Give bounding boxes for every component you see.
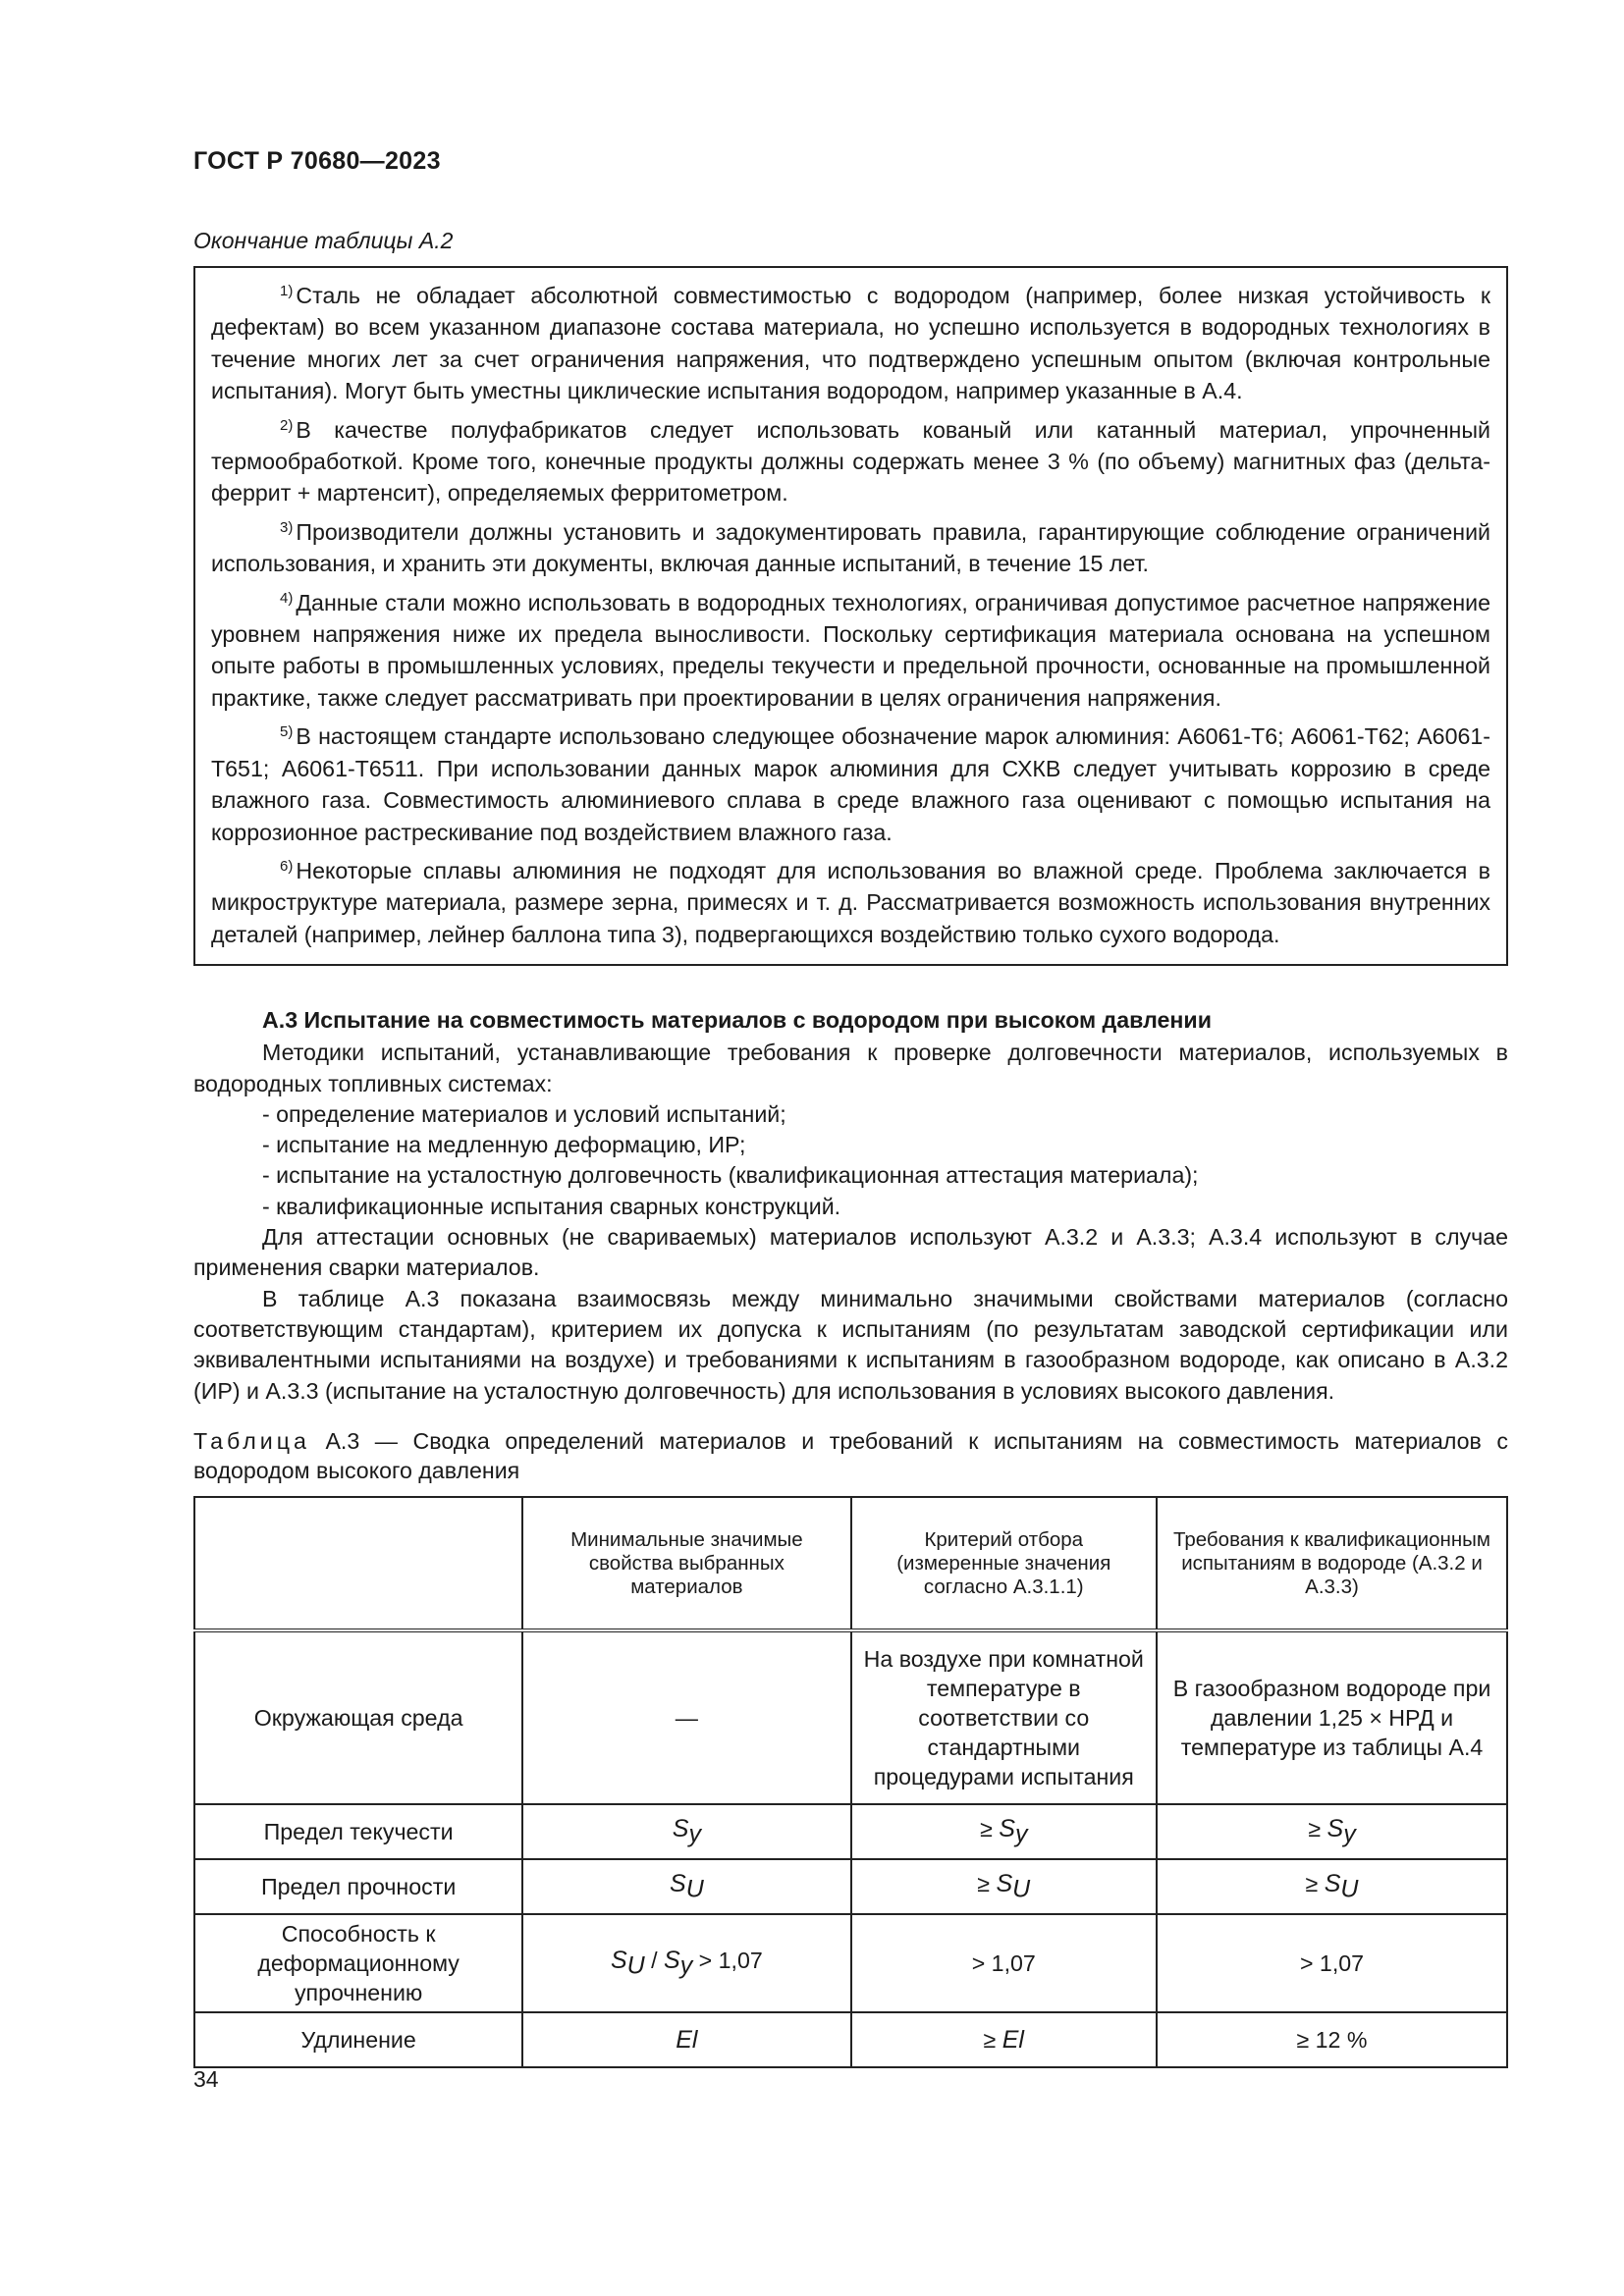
row-label: Способность к деформационному упрочнению bbox=[194, 1914, 522, 2012]
footnote-2 bbox=[211, 414, 1490, 509]
footnote-4 bbox=[211, 587, 1490, 715]
section-intro: Методики испытаний, устанавливающие требования к проверке долговечности материалов, используемых в водородных топливных системах: bbox=[193, 1040, 1508, 1096]
operator: ≥ bbox=[1305, 1871, 1325, 1897]
table-header-cell: Требования к квалификационным испытаниям в водороде (А.3.2 и А.3.3) bbox=[1157, 1497, 1507, 1630]
table-cell bbox=[522, 2012, 850, 2067]
symbol-subscript: y bbox=[679, 1951, 693, 1980]
table-cell: > 1,07 bbox=[851, 1914, 1158, 2012]
document-code: ГОСТ Р 70680—2023 bbox=[193, 147, 441, 175]
footnote-marker: 2) bbox=[280, 416, 294, 434]
footnote-6 bbox=[211, 855, 1490, 950]
table-header-cell: Минимальные значимые свойства выбранных материалов bbox=[522, 1497, 850, 1630]
symbol-subscript: y bbox=[688, 1820, 701, 1848]
operator: / bbox=[644, 1948, 665, 1974]
footnote-3 bbox=[211, 516, 1490, 580]
operator: ≥ bbox=[977, 1871, 997, 1897]
row-label: Удлинение bbox=[194, 2012, 522, 2067]
operator: ≥ bbox=[980, 1816, 1000, 1842]
symbol: S bbox=[996, 1870, 1013, 1898]
footnote-5 bbox=[211, 721, 1490, 848]
table-header-cell: Критерий отбора (измеренные значения согласно А.3.1.1) bbox=[851, 1497, 1158, 1630]
symbol: S bbox=[664, 1947, 680, 1975]
symbol: S bbox=[610, 1947, 627, 1975]
list-item: - определение материалов и условий испытаний; bbox=[262, 1100, 786, 1127]
list-item: - испытание на медленную деформацию, ИР; bbox=[262, 1132, 746, 1158]
row-label: Предел прочности bbox=[194, 1859, 522, 1914]
footnote-text: В качестве полуфабрикатов следует использовать кованый или катанный материал, упрочненный термообработкой. Кроме того, конечные продукты должны содержать менее 3 % (по объему) магнитных фаз (дельта-феррит + мартенсит), определяемых ферритометром. bbox=[211, 416, 1490, 507]
symbol-subscript: U bbox=[1012, 1875, 1031, 1903]
row-label: Окружающая среда bbox=[194, 1630, 522, 1804]
table-caption-text: А.3 — Сводка определений материалов и требований к испытаниям на совместимость материалов с водородом высокого давления bbox=[193, 1428, 1508, 1483]
table-cell: > 1,07 bbox=[1157, 1914, 1507, 2012]
section-heading: А.3 Испытание на совместимость материалов с водородом при высоком давлении bbox=[262, 1007, 1212, 1033]
symbol-subscript: y bbox=[1014, 1820, 1028, 1848]
operator: ≥ bbox=[983, 2027, 1002, 2053]
symbol: S bbox=[670, 1870, 686, 1898]
footnote-marker: 5) bbox=[280, 723, 294, 741]
section-paragraph: В таблице А.3 показана взаимосвязь между минимально значимыми свойствами материалов (согласно соответствующим стандартам), критерием их допуска к испытаниям (по результатам заводской сертификации или эквивалентными испытаниями на воздухе) и требованиями к испытаниям в газообразном водороде, как описано в А.3.2 (ИР) и А.3.3 (испытание на усталостную долговечность) для использования в условиях высокого давления. bbox=[193, 1285, 1508, 1404]
section-paragraph: Для аттестации основных (не свариваемых) материалов используют А.3.2 и А.3.3; А.3.4 используют в случае применения сварки материалов. bbox=[193, 1224, 1508, 1281]
table-cell bbox=[851, 1859, 1158, 1914]
table-row bbox=[194, 1630, 1507, 1804]
table-cell: В газообразном водороде при давлении 1,25 × НРД и температуре из таблицы А.4 bbox=[1157, 1630, 1507, 1804]
table-continuation-label: Окончание таблицы А.2 bbox=[193, 228, 454, 253]
table-caption bbox=[193, 1426, 1508, 1485]
symbol-subscript: U bbox=[626, 1951, 645, 1980]
requirements-table bbox=[193, 1496, 1508, 2068]
symbol: S bbox=[1324, 1870, 1341, 1898]
symbol-subscript: U bbox=[685, 1875, 704, 1903]
footnote-text: В настоящем стандарте использовано следующее обозначение марок алюминия: А6061-Т6; А6061-Т62; А6061-Т651; А6061-Т6511. При использовании данных марок алюминия для СХКВ следует учитывать коррозию в среде влажного газа. Совместимость алюминиевого сплава в среде влажного газа оценивают с помощью испытания на коррозионное растрескивание под воздействием влажного газа. bbox=[211, 723, 1490, 845]
symbol-subscript: y bbox=[1343, 1820, 1356, 1848]
table-cell bbox=[851, 2012, 1158, 2067]
table-row bbox=[194, 1914, 1507, 2012]
list-item: - квалификационные испытания сварных конструкций. bbox=[262, 1193, 841, 1219]
footnote-marker: 4) bbox=[280, 589, 294, 607]
row-label: Предел текучести bbox=[194, 1804, 522, 1859]
footnote-marker: 1) bbox=[280, 283, 294, 299]
list-item: - испытание на усталостную долговечность (квалификационная аттестация материала); bbox=[262, 1162, 1199, 1189]
operator: ≥ bbox=[1308, 1816, 1327, 1842]
symbol: S bbox=[672, 1815, 689, 1843]
section-a3 bbox=[193, 1005, 1508, 1407]
table-footnotes-box bbox=[193, 266, 1508, 966]
footnote-marker: 3) bbox=[280, 518, 294, 536]
test-methods-list bbox=[193, 1099, 1508, 1222]
table-row bbox=[194, 2012, 1507, 2067]
table-cell bbox=[522, 1914, 850, 2012]
table-cell: На воздухе при комнатной температуре в соответствии со стандартными процедурами испытания bbox=[851, 1630, 1158, 1804]
table-cell: — bbox=[522, 1630, 850, 1804]
requirements-table-wrapper bbox=[193, 1496, 1508, 2068]
ratio-value: > 1,07 bbox=[692, 1948, 763, 1974]
footnote-1 bbox=[211, 280, 1490, 407]
footnote-text: Производители должны установить и задокументировать правила, гарантирующие соблюдение ограничений использования, и хранить эти документы, включая данные испытаний, в течение 15 лет. bbox=[211, 518, 1490, 577]
symbol: S bbox=[999, 1815, 1015, 1843]
footnote-marker: 6) bbox=[280, 857, 294, 875]
table-header-cell bbox=[194, 1497, 522, 1630]
table-caption-label: Таблица bbox=[193, 1428, 310, 1454]
table-row bbox=[194, 1804, 1507, 1859]
table-cell bbox=[1157, 1859, 1507, 1914]
table-cell bbox=[522, 1859, 850, 1914]
page-number: 34 bbox=[193, 2066, 219, 2092]
table-cell bbox=[1157, 1804, 1507, 1859]
table-row bbox=[194, 1859, 1507, 1914]
symbol: S bbox=[1326, 1815, 1344, 1843]
table-cell: ≥ 12 % bbox=[1157, 2012, 1507, 2067]
footnote-text: Данные стали можно использовать в водородных технологиях, ограничивая допустимое расчетное напряжение уровнем напряжения ниже их предела выносливости. Поскольку сертификация материала основана на успешном опыте работы в промышленных условиях, пределы текучести и предельной прочности, основанные на промышленной практике, также следует рассматривать при проектировании в целях ограничения напряжения. bbox=[211, 589, 1490, 711]
table-header-row bbox=[194, 1497, 1507, 1630]
table-cell bbox=[522, 1804, 850, 1859]
table-cell bbox=[851, 1804, 1158, 1859]
symbol: El bbox=[1001, 2026, 1024, 2054]
symbol: El bbox=[676, 2026, 698, 2054]
symbol-subscript: U bbox=[1340, 1875, 1359, 1903]
footnote-text: Сталь не обладает абсолютной совместимостью с водородом (например, более низкая устойчивость к дефектам) во всем указанном диапазоне состава материала, но успешно используется в водородных технологиях в течение многих лет за счет ограничения напряжения, что подтверждено успешным опытом (включая контрольные испытания). Могут быть уместны циклические испытания водородом, например указанные в А.4. bbox=[211, 283, 1490, 404]
footnote-text: Некоторые сплавы алюминия не подходят для использования во влажной среде. Проблема заключается в микроструктуре материала, размере зерна, примесях и т. д. Рассматривается возможность использования внутренних деталей (например, лейнер баллона типа 3), подвергающихся воздействию только сухого водорода. bbox=[211, 857, 1490, 947]
